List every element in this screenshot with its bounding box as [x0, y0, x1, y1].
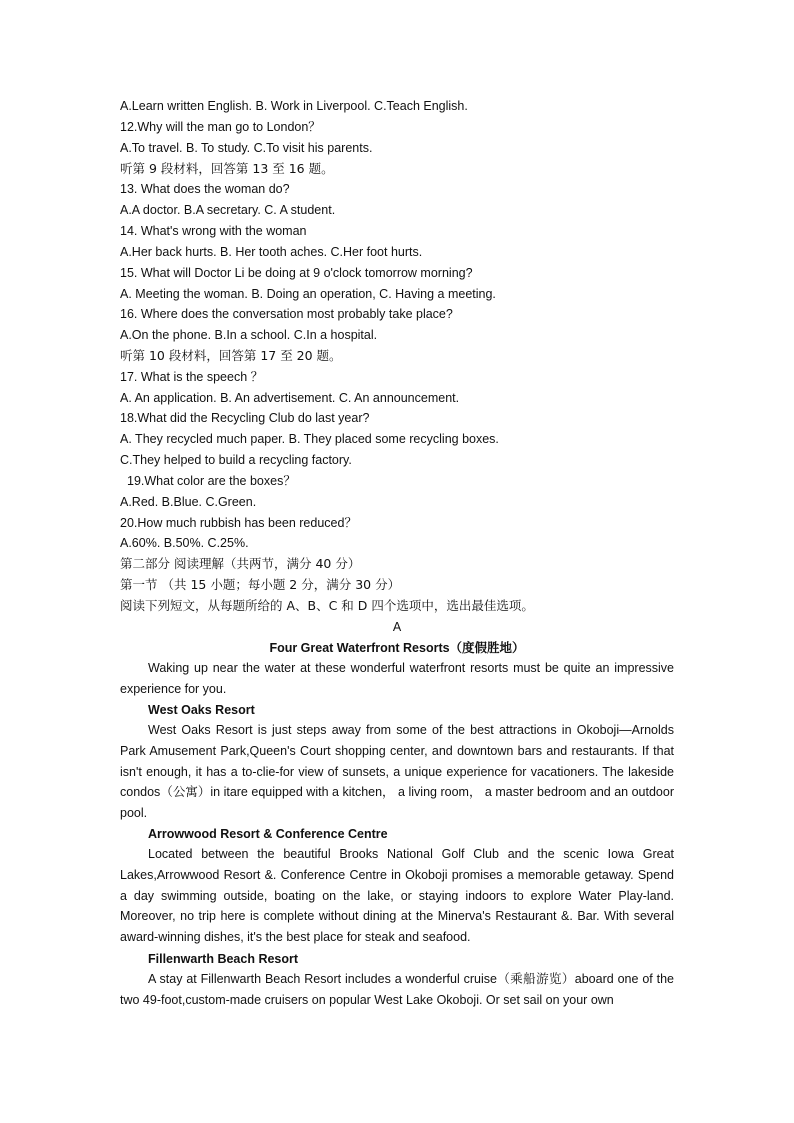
part-two-heading: 第二部分 阅读理解（共两节，满分 40 分） [120, 556, 361, 571]
reading-instruction: 阅读下列短文，从每题所给的 A、B、C 和 D 四个选项中，选出最佳选项。 [120, 598, 534, 613]
question-15: 15. What will Doctor Li be doing at 9 o'clock tomorrow morning? [120, 266, 473, 280]
answer-options-line: A.Red. B.Blue. C.Green. [120, 495, 257, 509]
answer-options-line: A.60%. B.50%. C.25%. [120, 536, 249, 550]
question-13: 13. What does the woman do? [120, 182, 290, 196]
passage-letter: A [392, 620, 402, 634]
answer-options-line: A.On the phone. B.In a school. C.In a hospital. [120, 328, 378, 342]
answer-options-line: A. They recycled much paper. B. They placed some recycling boxes. [120, 432, 499, 446]
answer-options-line: A.Learn written English. B. Work in Liverpool. C.Teach English. [120, 99, 468, 113]
answer-options-line: A.Her back hurts. B. Her tooth aches. C.Her foot hurts. [120, 245, 423, 259]
question-19: 19.What color are the boxes？ [127, 474, 296, 488]
section-instruction: 听第 10 段材料，回答第 17 至 20 题。 [120, 348, 342, 363]
answer-options-line: A. An application. B. An advertisement. C. An announcement. [120, 391, 460, 405]
resort-heading: West Oaks Resort [148, 703, 255, 717]
section-instruction: 听第 9 段材料，回答第 13 至 16 题。 [120, 161, 334, 176]
answer-options-line: C.They helped to build a recycling factory. [120, 453, 352, 467]
resort-description: A stay at Fillenwarth Beach Resort includes a wonderful cruise（乘船游览）aboard one of the two 49-foot,custom-made cruisers on popular West Lake Okoboji. Or set sail on your own [120, 972, 674, 1007]
question-17: 17. What is the speech ？ [120, 370, 264, 384]
answer-options-line: A. Meeting the woman. B. Doing an operation, C. Having a meeting. [120, 287, 496, 301]
answer-options-line: A.To travel. B. To study. C.To visit his parents. [120, 141, 373, 155]
question-12: 12.Why will the man go to London？ [120, 120, 321, 134]
resort-heading: Fillenwarth Beach Resort [148, 952, 299, 966]
section-one-heading: 第一节 （共 15 小题；每小题 2 分，满分 30 分） [120, 577, 401, 592]
passage-title: Four Great Waterfront Resorts（度假胜地） [269, 641, 525, 655]
resort-description: Located between the beautiful Brooks National Golf Club and the scenic Iowa Great Lakes,Arrowwood Resort &. Conference Centre in Okoboji promises a memorable getaway. Spend a day swimming outside, boating on the lake, or staying indoors to explore Water Play-land. Moreover, no trip here is complete without dining at the Minerva's Restaurant &. Bar. With several award-winning dishes, it's the best place for steak and seafood. [120, 847, 674, 945]
question-14: 14. What's wrong with the woman [120, 224, 307, 238]
question-16: 16. Where does the conversation most probably take place? [120, 307, 453, 321]
question-18: 18.What did the Recycling Club do last year? [120, 411, 370, 425]
resort-description: West Oaks Resort is just steps away from some of the best attractions in Okoboji—Arnolds Park Amusement Park,Queen's Court shopping center, and downtown bars and restaurants. If that isn't enough, it has a to-clie-for view of sunsets, a unique experience for vacationers. The lakeside condos（公寓）in itare equipped with a kitchen， a living room， a master bedroom and an outdoor pool. [120, 723, 674, 821]
resort-heading: Arrowwood Resort & Conference Centre [148, 827, 388, 841]
answer-options-line: A.A doctor. B.A secretary. C. A student. [120, 203, 336, 217]
passage-intro: Waking up near the water at these wonderful waterfront resorts must be quite an impressive experience for you. [120, 661, 674, 696]
question-20: 20.How much rubbish has been reduced？ [120, 516, 357, 530]
